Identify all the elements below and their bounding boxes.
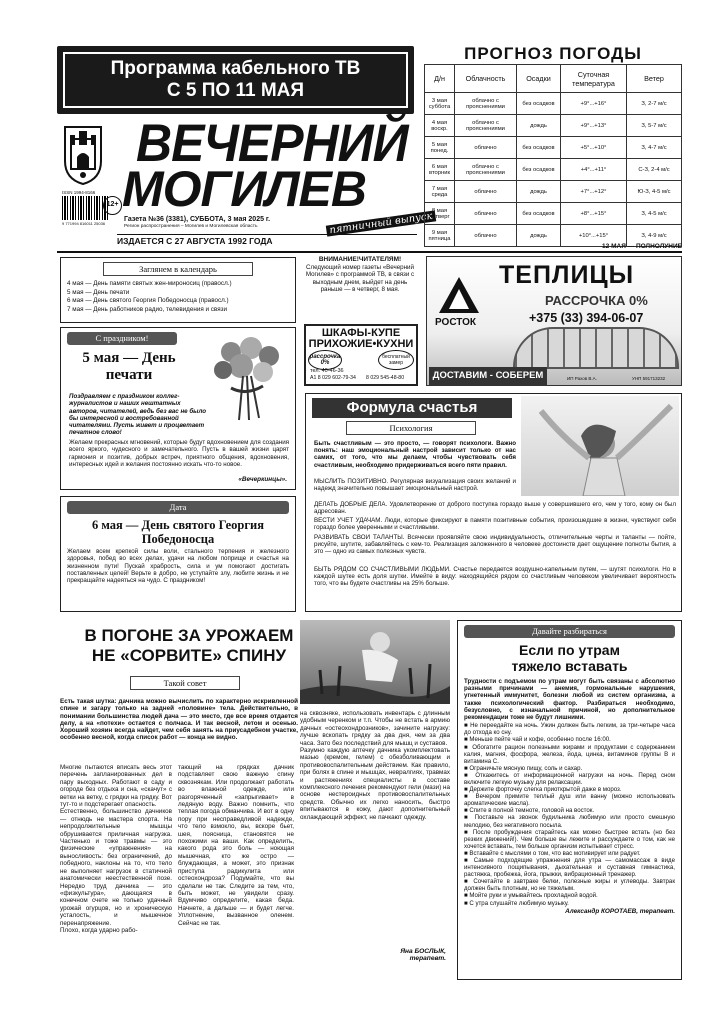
header-divider: [57, 251, 682, 253]
harvest-rubric: Такой совет: [130, 676, 240, 690]
teplicy-rassrochka: РАССРОЧКА 0%: [545, 293, 648, 308]
happiness-p4: ВЕСТИ УЧЕТ УДАЧАМ. Люди, которые фиксируют в памяти позитивные события, произошедшие в жизни, чувствуют себя гораздо более уверенными и счастливыми.: [314, 517, 676, 532]
calendar-rubric: Заглянем в календарь: [103, 262, 253, 276]
weather-rain: дождь: [517, 115, 561, 137]
notice-box: [302, 256, 418, 320]
happiness-banner: Формула счастья: [312, 398, 512, 418]
harvest-col2: тающий на грядках дачник подставляет свою важную спину сквознякам. Или продолжает работать во влажной одежде, или разгоряченный «запрыгивает» в ледяную воду. Важно помнить, что теплая погода обманчива. И вот в одну пору при несправедливой надежде, что тело взмокло, вы, вскоре бьет, шея, поясница, становятся не похожими на ваши. Как определить, какого рода это боль — ноющая мышечная, кто же остро — блуждающая, а может, это признак приступа радикулита или остеохондроза? Подумайте, что вы сделали не так. Следите за тем, что, быть может, не увидели сразу. Вдумчиво определите, какая беда. Начнете, а дальше — и будет легче. Уплотнение, вызванное оленем. Сейчас не так.: [178, 764, 294, 927]
weather-cloud: облачно с прояснениями: [455, 93, 517, 115]
calendar-item: 4 мая — День памяти святых жен-мироносиц (правосл.): [67, 280, 232, 287]
weather-title: ПРОГНОЗ ПОГОДЫ: [464, 44, 642, 63]
calendar-item: 5 мая — День печати: [67, 288, 130, 296]
weather-temp: +4°...+11°: [561, 159, 627, 181]
weather-wind: З, 4-9 м/с: [627, 225, 682, 247]
george-day-box: [60, 496, 296, 612]
weather-rain: без осадков: [517, 159, 561, 181]
george-day-body: Желаем всем крепкой силы воли, стального терпения и железного здоровья, побед во всех делах, удачи на любом поприще и счастья на жизненном пути! Пускай храбрость, сила и ум помогают достигать поставленных целей! Верьте в добро, не уступайте злу, любите жизнь и не прекращайте надеяться на чудо. С праздником!: [67, 548, 289, 585]
notice-text: Следующий номер газеты «Вечерний Могилев» с программой ТВ, в связи с выходным днем, выйдет на день раньше — в четверг, 8 мая.: [305, 264, 415, 293]
calendar-item: 6 мая — День святого Георгия Победоносца (правосл.): [67, 297, 229, 304]
happiness-article: [305, 393, 682, 612]
tv-program-dates: С 5 ПО 11 МАЯ: [166, 80, 305, 101]
weather-wind: З, 4-5 м/с: [627, 203, 682, 225]
teplicy-legal2: УНП 591713232: [632, 376, 666, 381]
masthead-title-line1: ВЕЧЕРНИЙ: [136, 113, 408, 173]
furniture-phone2: A1 8 029 602-79-34: [310, 375, 356, 381]
founded-banner: ИЗДАЕТСЯ С 27 АВГУСТА 1992 ГОДА: [117, 234, 417, 246]
region-info: Регион распространения – Могилев и Могилевская область: [124, 224, 258, 229]
weather-header-wind: Ветер: [627, 65, 682, 93]
barcode: [62, 196, 108, 220]
weather-row: [425, 137, 682, 159]
city-emblem-logo: [63, 121, 103, 186]
weather-temp: +7°...+12°: [561, 181, 627, 203]
happy-woman-image: [521, 396, 679, 496]
harvest-lead: Есть такая шутка: дачника можно вычислить по характерно искривленной спине и загару только на задней «половине» тела. Действительно, в понимании большинства людей дача — это место, где все время отдается делу, а на «потехи» остается с полчаса. И так весной, летом и осенью. Хороший хозяин всегда найдет, чем себя занять на приусадебном участке, особенно весной, когда список работ — конца не видно.: [60, 698, 298, 742]
greenhouse-image: [513, 327, 679, 369]
weather-rain: без осадков: [517, 137, 561, 159]
press-day-box: [60, 327, 296, 490]
happiness-p1: Быть счастливым — это просто, — говорят психологи. Важно понять: наш эмоциональный настрой зависит только от нас самих, от того, что мы делаем, чтобы чувствовать себя счастливым, необходимо придерживаться всего пяти правил.: [314, 440, 516, 469]
weather-temp: +8°...+15°: [561, 203, 627, 225]
free-measure-badge: бесплатный замер: [378, 350, 414, 370]
weather-row: [425, 115, 682, 137]
weather-rain: дождь: [517, 225, 561, 247]
weather-header-cloud: Облачность: [455, 65, 517, 93]
weather-header-rain: Осадки: [517, 65, 561, 93]
flowers-image: [201, 332, 291, 422]
weather-rain: без осадков: [517, 203, 561, 225]
harvest-col1: Многие пытаются вписать весь этот перечень запланированных дел в пару выходных. Работают в саду и огороде без отдыха и сна, «скачут» с ветки на ветку, с грядки на грядку. Вот тут-то и подстерегает опасность. Естественно, большинство дачников — отнюдь не мастера спорта. На непродолжительные мышцы обрушивается приличная нагрузка. Частенько и тоже травмы — это физические «упражнения» на выносливость: без ограничений, до победного, наклоны на то, что тело не выполняет нагрузок в статичной анатомически неестественной позе. Нередко труд дачника — это «физкультура», дающаяся в конечном счете не только удачный урожай огурцов, но и хроническую усталость, и мышечное перенапряжение. Плохо, когда ударно рабо-: [60, 764, 172, 934]
weather-header-temp: Суточная температура: [561, 65, 627, 93]
morning-rubric: Давайте разбираться: [464, 625, 675, 638]
morning-sign: Александр КОРОТАЕВ, терапевт.: [565, 907, 675, 915]
harvest-article: [60, 620, 450, 980]
press-day-sign: «Вечеркинцы».: [238, 476, 287, 483]
weather-day: 8 мая четверг: [425, 203, 455, 225]
weather-temp: +5°...+10°: [561, 137, 627, 159]
press-day-rubric: С праздником!: [67, 332, 177, 345]
weather-header-day: Д/н: [425, 65, 455, 93]
calendar-item: 7 мая — День работников радио, телевидения и связи: [67, 305, 228, 313]
rassrochka-badge: рассрочка 0%: [308, 350, 342, 370]
teplicy-ad[interactable]: [426, 256, 682, 386]
weather-wind: З, 4-7 м/с: [627, 137, 682, 159]
weather-rain: дождь: [517, 181, 561, 203]
furniture-ad-title: ШКАФЫ-КУПЕ ПРИХОЖИЕ•КУХНИ: [308, 327, 414, 350]
morning-article: [457, 620, 682, 980]
weather-row: [425, 181, 682, 203]
morning-title: Если по утрам тяжело вставать: [511, 642, 628, 674]
weather-row: [425, 203, 682, 225]
furniture-phone1: тел. 40-46-36: [310, 368, 344, 374]
notice-title: ВНИМАНИЕ!ЧИТАТЕЛЯМ!: [318, 256, 402, 263]
weather-cloud: облачно с прояснениями: [455, 159, 517, 181]
moon-phase: 12 МАЯ — ПОЛНОЛУНИЕ: [602, 243, 682, 250]
weather-rain: без осадков: [517, 93, 561, 115]
weather-cloud: облачно: [455, 203, 517, 225]
morning-body: ■ Не переедайте на ночь. Ужин должен быть легким, за три-четыре часа до отхода ко сну. ■ Меньше пейте чай и кофе, особенно после 16:00. ■ Обогатите рацион полезными жирами и продуктами с содержанием калия, магния, фосфора, железа, йода, цинка, витаминов группы В и витамина С. ■ Ограничьте мясную пищу, соль и сахар. ■ Откажитесь от информационной нагрузки на ночь. Перед сном включите легкую музыку для релаксации. ■ Держите форточку слегка приоткрытой даже в мороз. ■ Вечером примите теплый душ или ванну (можно использовать ароматические масла). ■ Спите в полной темноте, головой на восток. ■ Поставьте на звонок будильника любимую или просто смешную мелодию, без негативного посыла. ■ После пробуждения старайтесь как можно быстрее встать (но без резких движений!). Чем больше вы лежите и рассуждаете о том, как не хочется вставать, тем больше организм испытывает стресс. ■ Вставайте с мыслями о том, что вас мотивирует или радует. ■ Самые подходящие упражнения для утра — самомассаж в виде интенсивного пощипывания, дыхательная и суставная гимнастика, растяжка, пробежка, йога, прыжки, вибрационный тренажер. ■ Сочетайте в завтраке белки, полезные жиры и углеводы. Завтрак должен быть плотным, но не тяжелым. ■ Мойте руки и умывайтесь прохладной водой. ■ С утра слушайте любимую музыку.: [464, 722, 675, 907]
tv-program-box: [57, 46, 414, 114]
rostok-logo-icon: [437, 275, 481, 315]
furniture-ad[interactable]: [304, 324, 418, 386]
weather-day: 7 мая среда: [425, 181, 455, 203]
harvest-title: В ПОГОНЕ ЗА УРОЖАЕМ НЕ «СОРВИТЕ» СПИНУ: [84, 626, 294, 665]
teplicy-legal1: ИП Рахов В.А.: [567, 376, 597, 381]
george-day-rubric: Дата: [67, 501, 289, 514]
happiness-p2: МЫСЛИТЬ ПОЗИТИВНО. Регулярная визуализация своих желаний и надежд значительно повышает эмоциональный настрой.: [314, 478, 516, 493]
age-rating-badge: 12+: [103, 196, 122, 215]
press-day-body: Желаем прекрасных мгновений, которые будут вдохновением для создания всего яркого, чудесного и замечательного. Пусть в вашей жизни царят гармония и позитив, добрых встреч, приятного общения, вдохновения, интересных идей и желания постоянно искать что-то новое.: [69, 439, 289, 468]
weather-wind: З, 2-7 м/с: [627, 93, 682, 115]
weather-cloud: облачно: [455, 181, 517, 203]
press-day-title: 5 мая — День печати: [82, 350, 176, 383]
harvest-sign: Яна БОСЛЫК, терапевт.: [400, 948, 446, 962]
weather-day: 4 мая воскр.: [425, 115, 455, 137]
weather-wind: Ю-З, 4-5 м/с: [627, 181, 682, 203]
issue-info: Газета №36 (3381), СУББОТА, 3 мая 2025 г.: [124, 216, 271, 223]
tv-program-title: Программа кабельного ТВ: [110, 58, 361, 79]
harvest-col3: на сквозняке, использовать инвентарь с длинным удобным черенком и т.п. Чтобы не встать в армию дачных «остеохондрозников», зачините нагрузку: лучше вскопать грядку за два дня, чем за два часа. Зато без последствий для мышц и суставов. Разумно каждую аптечку дачника укомплектовать мазью (кремом, гелем) с обезболивающим и противовоспалительным действием. Как правило, при болях в спине и мышцах, невралгиях, травмах и растяжениях специалисты в составе комплексного лечения рекомендуют гели (мази) на основе нестероидных противовоспалительных средств. Обычно их легко наносить, быстро впитываются в кожу, дают дополнительный охлаждающий эффект, не пачкают одежду.: [300, 710, 450, 821]
george-day-title: 6 мая — День святого Георгия Победоносца: [91, 518, 265, 546]
friday-edition-script: пятничный выпуск: [326, 210, 436, 236]
issn-label: ISSN 1994-8166: [62, 190, 96, 195]
happiness-p6: БЫТЬ РЯДОМ СО СЧАСТЛИВЫМИ ЛЮДЬМИ. Счастье передается воздушно-капельным путем, — шутят психологи. Но в каждой шутке есть доля шутки. Имейте в виду: находящийся рядом со счастливым человеком увеличивает вероятность того, что вы будете счастливы на 25% больше.: [314, 566, 676, 588]
barcode-digits: 9 771994 816011 25036: [62, 221, 106, 226]
weather-row: [425, 159, 682, 181]
press-day-lead: Поздравляем с праздником коллег-журналистов и наших нештатных авторов, читателей, ведь без вас не было бы интересной и востребованной читателями. Пусть живет и процветает печатное слово!: [69, 393, 207, 437]
weather-row: [425, 93, 682, 115]
teplicy-title: ТЕПЛИЦЫ: [499, 261, 635, 289]
weather-day: 3 мая суббота: [425, 93, 455, 115]
weather-wind: З, 5-7 м/с: [627, 115, 682, 137]
weather-day: 9 мая пятница: [425, 225, 455, 247]
teplicy-slogan: ДОСТАВИМ - СОБЕРЕМ: [429, 367, 547, 385]
happiness-rubric: Психология: [346, 421, 476, 435]
furniture-phone3: 8 029 545-48-80: [366, 375, 405, 381]
weather-cloud: облачно: [455, 225, 517, 247]
weather-temp: +9°...+16°: [561, 93, 627, 115]
weather-day: 5 мая понед.: [425, 137, 455, 159]
weather-cloud: облачно с прояснениями: [455, 115, 517, 137]
weather-day: 6 мая вторник: [425, 159, 455, 181]
masthead-title-line2: МОГИЛЕВ: [122, 161, 367, 217]
happiness-p3: ДЕЛАТЬ ДОБРЫЕ ДЕЛА. Удовлетворение от доброго поступка гораздо выше у совершившего его, чем у того, кому он был адресован.: [314, 501, 676, 516]
weather-temp: +10°...+15°: [561, 225, 627, 247]
gardener-image: [300, 620, 450, 704]
weather-table: [424, 64, 682, 247]
weather-temp: +9°...+13°: [561, 115, 627, 137]
morning-lead: Трудности с подъемом по утрам могут быть связаны с абсолютно разными причинами — анемия, гормональные нарушения, угнетенный иммунитет, болезни любой из систем организма, а также психологический фактор. Разбираться необходимо, безусловно, с изначальной причиной, но дополнительное рекомендации тоже не будут лишними.: [464, 678, 675, 722]
weather-cloud: облачно: [455, 137, 517, 159]
teplicy-phone[interactable]: +375 (33) 394-06-07: [529, 311, 644, 325]
calendar-box: [60, 257, 296, 323]
happiness-p5: РАЗВИВАТЬ СВОИ ТАЛАНТЫ. Всячески проявляйте свою индивидуальность, отличительные черты и таланты — пойте, рисуйте, шутите, забавляйтесь с кем-то. Реализация заложенного в человеке достоинств дает ощущение полноты бытия, а это — одно из самых полезных чувств.: [314, 534, 676, 556]
weather-wind: С-З, 2-4 м/с: [627, 159, 682, 181]
teplicy-logo-text: РОСТОК: [435, 317, 477, 328]
